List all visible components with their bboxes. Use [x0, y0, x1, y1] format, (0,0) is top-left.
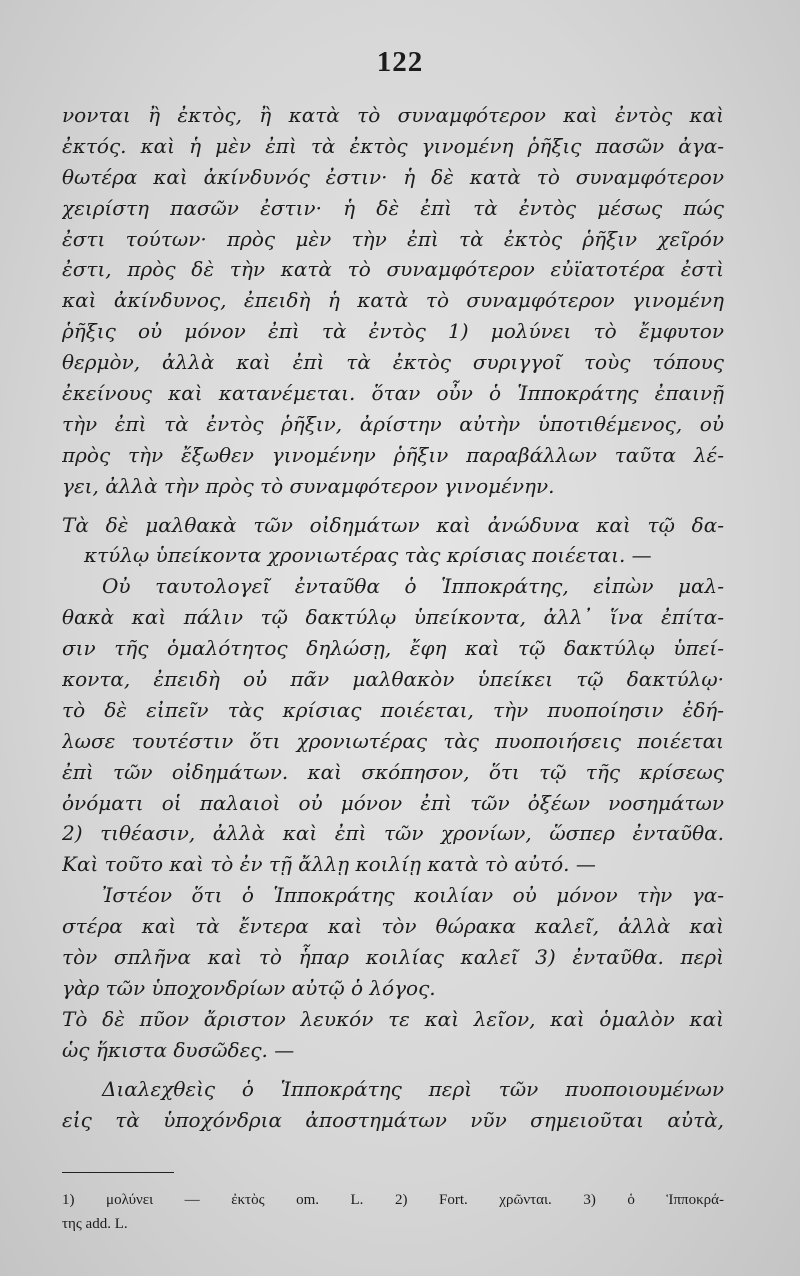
body-line: ῥῆξις οὐ μόνον ἐπὶ τὰ ἐντὸς 1) μολύνει τὸ ἔμφυτον: [62, 319, 724, 344]
body-line: πρὸς τὴν ἔξωθεν γινομένην ῥῆξιν παραβάλλων ταῦτα λέ-: [62, 442, 724, 467]
body-line: τὸ δὲ εἰπεῖν τὰς κρίσιας ποιέεται, τὴν πυοποίησιν ἐδή-: [62, 697, 724, 722]
text-body: [62, 100, 724, 1135]
footnote-rule: [62, 1172, 174, 1173]
body-line: ἐκτός. καὶ ἡ μὲν ἐπὶ τὰ ἐκτὸς γινομένη ῥῆξις πασῶν ἀγα-: [62, 133, 724, 158]
lemma-line: κτύλῳ ὑπείκοντα χρονιωτέρας τὰς κρίσιας ποιέεται. —: [84, 543, 652, 568]
body-line: Διαλεχθεὶς ὁ Ἱπποκράτης περὶ τῶν πυοποιουμένων: [102, 1076, 724, 1101]
body-line: σιν τῆς ὁμαλότητος δηλώσῃ, ἔφη καὶ τῷ δακτύλῳ ὑπεί-: [62, 636, 724, 661]
body-line: 2) τιθέασιν, ἀλλὰ καὶ ἐπὶ τῶν χρονίων, ὥσπερ ἐνταῦθα.: [62, 821, 724, 846]
body-line: ἐστι, πρὸς δὲ τὴν κατὰ τὸ συναμφότερον εὐϊατοτέρα ἐστὶ: [62, 257, 724, 282]
body-line: εἰς τὰ ὑποχόνδρια ἀποστημάτων νῦν σημειοῦται αὐτὰ,: [62, 1107, 724, 1132]
body-line: νονται ἢ ἐκτὸς, ἢ κατὰ τὸ συναμφότερον καὶ ἐντὸς καὶ: [62, 103, 724, 127]
footnotes: [62, 1188, 724, 1236]
footnote-line: της add. L.: [62, 1216, 128, 1232]
page-number: 122: [376, 46, 424, 78]
body-line: τὸν σπλῆνα καὶ τὸ ἧπαρ κοιλίας καλεῖ 3) ἐνταῦθα. περὶ: [62, 945, 724, 970]
body-line: χειρίστη πασῶν ἐστιν· ἡ δὲ ἐπὶ τὰ ἐντὸς μέσως πώς: [62, 195, 724, 220]
body-line: Ἰστέον ὅτι ὁ Ἱπποκράτης κοιλίαν οὐ μόνον τὴν γα-: [102, 883, 724, 908]
body-line: ἐστι τούτων· πρὸς μὲν τὴν ἐπὶ τὰ ἐκτὸς ῥῆξιν χεῖρόν: [62, 226, 724, 251]
body-line: τὴν ἐπὶ τὰ ἐντὸς ῥῆξιν, ἀρίστην αὐτὴν ὑποτιθέμενος, οὐ: [62, 411, 724, 436]
body-line: ὀνόματι οἱ παλαιοὶ οὐ μόνον ἐπὶ τῶν ὀξέων νοσημάτων: [62, 790, 724, 815]
footnote-line: 1) μολύνει — ἐκτὸς om. L. 2) Fort. χρῶνται. 3) ὁ Ἱπποκρά-: [62, 1192, 724, 1208]
body-line: θακὰ καὶ πάλιν τῷ δακτύλῳ ὑπείκοντα, ἀλλ᾽ ἵνα ἐπίτα-: [62, 605, 724, 630]
body-line: γει, ἀλλὰ τὴν πρὸς τὸ συναμφότερον γινομένην.: [62, 473, 555, 498]
lemma-line: Τὰ δὲ μαλθακὰ τῶν οἰδημάτων καὶ ἀνώδυνα καὶ τῷ δα-: [62, 512, 724, 537]
body-line: λωσε τουτέστιν ὅτι χρονιωτέρας τὰς πυοποιήσεις ποιέεται: [62, 728, 724, 753]
body-line: θωτέρα καὶ ἀκίνδυνός ἐστιν· ἡ δὲ κατὰ τὸ συναμφότερον: [62, 164, 724, 189]
body-line: Οὐ ταυτολογεῖ ἐνταῦθα ὁ Ἱπποκράτης, εἰπὼν μαλ-: [102, 574, 724, 599]
body-line: κοντα, ἐπειδὴ οὐ πᾶν μαλθακὸν ὑπείκει τῷ δακτύλῳ·: [62, 667, 724, 692]
body-line: στέρα καὶ τὰ ἔντερα καὶ τὸν θώρακα καλεῖ, ἀλλὰ καὶ: [62, 914, 724, 939]
body-line: γὰρ τῶν ὑποχονδρίων αὐτῷ ὁ λόγος.: [62, 975, 436, 1000]
lemma-line: Καὶ τοῦτο καὶ τὸ ἐν τῇ ἄλλῃ κοιλίῃ κατὰ τὸ αὐτό. —: [62, 852, 596, 877]
body-line: καὶ ἀκίνδυνος, ἐπειδὴ ἡ κατὰ τὸ συναμφότερον γινομένη: [62, 288, 724, 313]
body-line: θερμὸν, ἀλλὰ καὶ ἐπὶ τὰ ἐκτὸς συριγγοῖ τοὺς τόπους: [62, 350, 724, 375]
lemma-line: ὡς ἥκιστα δυσῶδες. —: [62, 1037, 295, 1062]
body-line: ἐπὶ τῶν οἰδημάτων. καὶ σκόπησον, ὅτι τῷ τῆς κρίσεως: [62, 759, 724, 784]
body-line: ἐκείνους καὶ κατανέμεται. ὅταν οὖν ὁ Ἱπποκράτης ἐπαινῇ: [62, 381, 724, 406]
lemma-line: Τὸ δὲ πῦον ἄριστον λευκόν τε καὶ λεῖον, καὶ ὁμαλὸν καὶ: [62, 1006, 724, 1031]
